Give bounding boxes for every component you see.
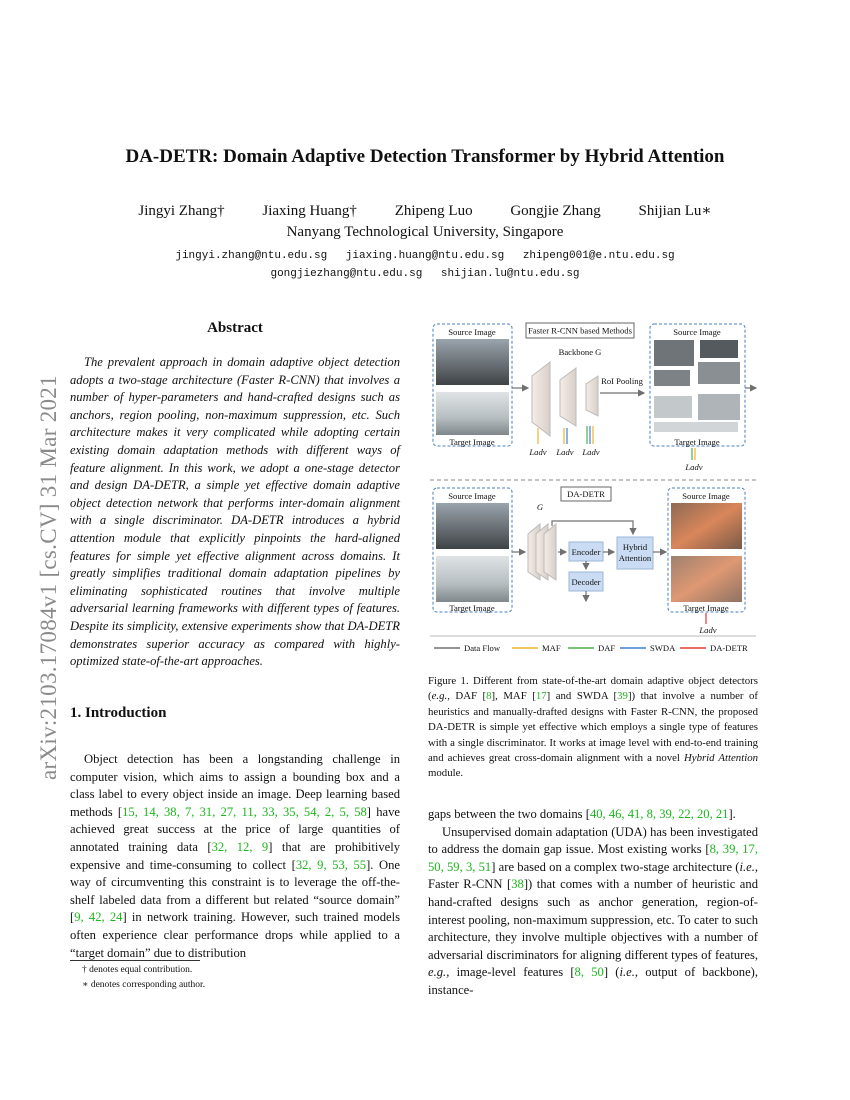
- source-image-label: Source Image: [682, 491, 730, 501]
- abstract-heading: Abstract: [207, 320, 263, 336]
- email: zhipeng001@e.ntu.edu.sg: [522, 250, 675, 262]
- roi-crop: [654, 340, 694, 366]
- target-image: [436, 556, 509, 602]
- decoder-label: Decoder: [571, 577, 601, 587]
- email: shijian.lu@ntu.edu.sg: [440, 268, 580, 280]
- figure-1-diagram: [428, 318, 758, 658]
- adv-loss-label: Ladv: [582, 447, 600, 457]
- paper-title: DA-DETR: Domain Adaptive Detection Transformer by Hybrid Attention: [125, 146, 725, 167]
- footnote-divider: [70, 960, 200, 961]
- adv-loss-label: Ladv: [699, 625, 717, 635]
- target-image-label: Target Image: [449, 603, 495, 613]
- author: Jingyi Zhang†: [138, 203, 225, 219]
- source-image: [436, 339, 509, 385]
- data-flow-arrow: [552, 521, 633, 534]
- adv-loss-label: Ladv: [556, 447, 574, 457]
- footnote: ∗ denotes corresponding author.: [82, 980, 206, 990]
- target-image-label: Target Image: [674, 437, 720, 447]
- author: Shijian Lu∗: [638, 203, 712, 219]
- roi-crop: [654, 396, 692, 418]
- citation-link[interactable]: 32, 9, 53, 55: [295, 857, 367, 872]
- section-heading-introduction: 1. Introduction: [70, 705, 167, 721]
- continued-line: gaps between the two domains [40, 46, 41, 8, 39, 22, 20, 21].: [428, 807, 736, 821]
- source-attention-map: [671, 503, 742, 549]
- citation-link[interactable]: 9, 42, 24: [74, 910, 123, 925]
- right-column-text: [428, 806, 758, 1000]
- backbone-layer: [544, 524, 556, 580]
- adv-loss-label: Ladv: [529, 447, 547, 457]
- source-image: [436, 503, 509, 549]
- legend: [434, 643, 748, 653]
- citation-link[interactable]: 15, 14, 38, 7, 31, 27, 11, 33, 35, 54, 2, 5, 58: [122, 804, 367, 819]
- source-image-label: Source Image: [448, 491, 496, 501]
- roi-crop: [654, 422, 738, 432]
- affiliation: Nanyang Technological University, Singapore: [286, 224, 564, 240]
- citation-link[interactable]: 8, 39, 17, 50, 59, 3, 51: [428, 842, 758, 874]
- citation-link[interactable]: 40, 46, 41, 8, 39, 22, 20, 21: [589, 807, 729, 821]
- author: Gongjie Zhang: [510, 203, 601, 219]
- roi-crop: [654, 370, 690, 386]
- author-list: [0, 201, 850, 220]
- backbone-g-label: G: [536, 502, 544, 512]
- intro-paragraph: Object detection has been a longstanding challenge in computer vision, which aims to assign a bounding box and a class label to every object inside an image. Deep learning based methods [15, 14, 38, 7, 31, 27, 11, 33, 35, 54, 2, 5, 58] have achieved great success at the price of large quantities of annotated training data [32, 12, 9] that are prohibitively expensive and time-consuming to collect [32, 9, 53, 55]. One way of circumventing this constraint is to leverage the off-the-shelf labeled data from a different but related “source domain” [9, 42, 24] in network training. However, such trained models often experience clear performance drops while applied to a “target domain” due to distribution: [70, 752, 401, 960]
- source-image-label: Source Image: [448, 327, 496, 337]
- target-attention-map: [671, 556, 742, 602]
- arxiv-stamp: arXiv:2103.17084v1 [cs.CV] 31 Mar 2021: [36, 375, 61, 780]
- legend-label: SWDA: [650, 643, 676, 653]
- backbone-layer: [532, 362, 550, 436]
- legend-label: DA-DETR: [710, 643, 748, 653]
- legend-label: MAF: [542, 643, 561, 653]
- roi-crop: [700, 340, 738, 358]
- citation-link[interactable]: 32, 12, 9: [211, 839, 269, 854]
- email-line-2: [0, 268, 850, 280]
- email-line-1: [0, 250, 850, 262]
- email: jingyi.zhang@ntu.edu.sg: [175, 250, 328, 262]
- hybrid-attention-label: Attention: [618, 553, 652, 563]
- author: Jiaxing Huang†: [262, 203, 357, 219]
- roi-crop: [698, 362, 740, 384]
- backbone-layer: [586, 376, 598, 416]
- legend-label: Data Flow: [464, 643, 501, 653]
- target-image: [436, 392, 509, 435]
- panel-title-faster-rcnn: Faster R-CNN based Methods: [528, 325, 632, 336]
- citation-link[interactable]: 17: [535, 690, 547, 703]
- citation-link[interactable]: 8: [486, 690, 492, 703]
- adv-loss-label: Ladv: [685, 462, 703, 472]
- uda-paragraph: Unsupervised domain adaptation (UDA) has been investigated to address the domain gap issue. Most existing works [8, 39, 17, 50, 59, 3, 51] are based on a complex two-stage architecture (i.e., Faster R-CNN [38]) that comes with a number of heuristic and hand-crafted designs such as anchor generation, region-of-interest pooling, non-maximum suppression, etc. To cater to such architecture, they involve multiple objectives with a number of adversarial discriminators for aligning different types of features, e.g., image-level features [8, 50] (i.e., output of backbone), instance-: [428, 824, 759, 997]
- abstract-text: The prevalent approach in domain adaptive object detection adopts a two-stage architecture (Faster R-CNN) that involves a number of hyper-parameters and hand-crafted designs such as anchors, region pooling, non-maximum suppression, etc. Such architecture makes it very complicated while adopting certain existing domain adaptation methods with different ways of feature alignment. In this work, we adopt a one-stage detector and design DA-DETR, a simple yet effective domain adaptive object detection network that performs inter-domain alignment with a single discriminator. DA-DETR introduces a hybrid attention module that explicitly pinpoints the hard-aligned features for simple yet effective alignment across domains. It greatly simplifies traditional domain adaptation pipelines by eliminating sophisticated routines that involve multiple adversarial learning frameworks with different types of features. Despite its simplicity, extensive experiments show that DA-DETR demonstrates superior accuracy as compared with highly-optimized state-of-the-art approaches.: [70, 355, 400, 669]
- citation-link[interactable]: 38: [511, 877, 524, 892]
- author: Zhipeng Luo: [394, 203, 473, 219]
- backbone-label: Backbone G: [558, 347, 602, 357]
- roi-crop: [698, 394, 740, 420]
- target-image-label: Target Image: [683, 603, 729, 613]
- figure-caption: Figure 1. Different from state-of-the-art domain adaptive object detectors (e.g., DAF [8], MAF [17] and SWDA [39]) that involve a number of heuristics and manually-drafted designs with Faster R-CNN, the proposed DA-DETR is simple yet effective which employs a single type of features with a single discriminator. It works at image level with end-to-end training and achieves great cross-domain alignment with a novel Hybrid Attention module.: [428, 675, 759, 780]
- backbone-layer: [560, 368, 576, 426]
- hybrid-attention-label: Hybrid: [622, 542, 648, 552]
- encoder-label: Encoder: [571, 547, 601, 557]
- target-image-label: Target Image: [449, 437, 495, 447]
- panel-title-da-detr: DA-DETR: [567, 489, 605, 499]
- email: gongjiezhang@ntu.edu.sg: [270, 268, 423, 280]
- roi-pooling-label: RoI Pooling: [601, 376, 643, 386]
- email: jiaxing.huang@ntu.edu.sg: [345, 250, 505, 262]
- footnote: † denotes equal contribution.: [82, 965, 193, 975]
- legend-label: DAF: [598, 643, 616, 653]
- citation-link[interactable]: 39: [617, 690, 628, 703]
- citation-link[interactable]: 8, 50: [574, 965, 604, 980]
- source-image-label: Source Image: [673, 327, 721, 337]
